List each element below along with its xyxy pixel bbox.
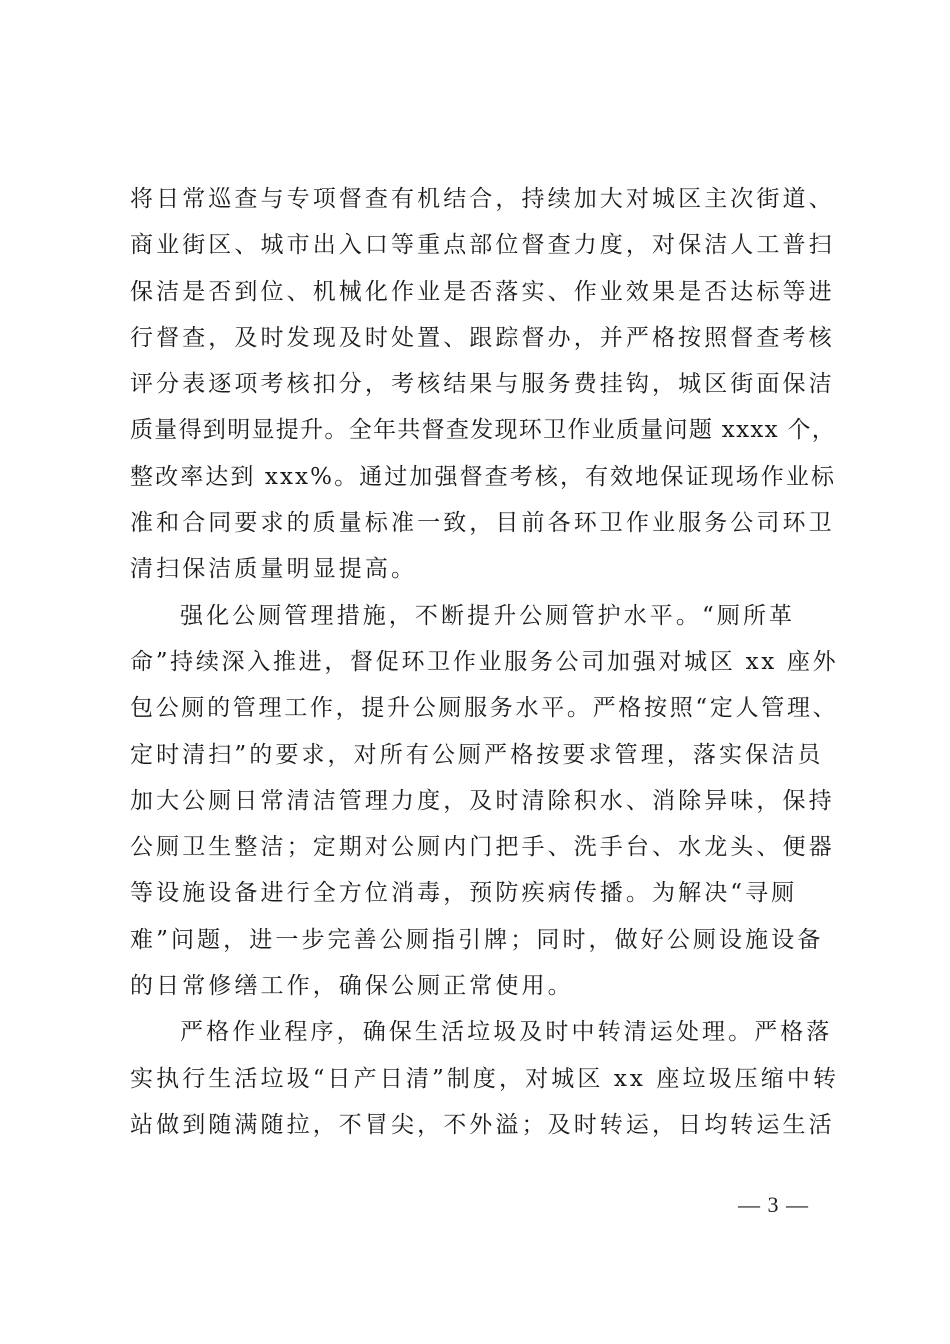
text-line: 实执行生活垃圾“日产日清”制度，对城区 xx 座垃圾压缩中转: [130, 1065, 840, 1092]
text-line: 准和合同要求的质量标准一致，目前各环卫作业服务公司环卫: [130, 510, 835, 537]
paragraph-2: [130, 593, 840, 1010]
text-line: 命”持续深入推进，督促环卫作业服务公司加强对城区 xx 座外: [130, 648, 839, 675]
text-line: 将日常巡查与专项督查有机结合，持续加大对城区主次街道、: [130, 186, 835, 212]
text-line: 的日常修缮工作，确保公厕正常使用。: [130, 973, 574, 1000]
text-line: 定时清扫”的要求，对所有公厕严格按要求管理，落实保洁员: [130, 741, 824, 768]
text-line: 保洁是否到位、机械化作业是否落实、作业效果是否达标等进: [130, 278, 835, 305]
text-line: 行督查，及时发现及时处置、跟踪督办，并严格按照督查考核: [130, 324, 835, 351]
page-number: — 3 —: [738, 1192, 809, 1217]
text-line: 等设施设备进行全方位消毒，预防疾病传播。为解决“寻厕: [130, 880, 798, 907]
document-body: [130, 176, 840, 1148]
text-line: 站做到随满随拉，不冒尖，不外溢；及时转运，日均转运生活: [130, 1111, 835, 1138]
text-line: 清扫保洁质量明显提高。: [130, 556, 418, 583]
paragraph-3: [130, 1009, 840, 1148]
text-line: 加大公厕日常清洁管理力度，及时清除积水、消除异味，保持: [130, 787, 835, 814]
paragraph-1: [130, 176, 840, 593]
text-line: 整改率达到 xxx%。通过加强督查考核，有效地保证现场作业标: [130, 463, 837, 490]
text-line: 强化公厕管理措施，不断提升公厕管护水平。“厕所革: [180, 602, 796, 629]
text-line: 质量得到明显提升。全年共督查发现环卫作业质量问题 xxxx 个，: [130, 417, 837, 444]
text-line: 包公厕的管理工作，提升公厕服务水平。严格按照“定人管理、: [130, 695, 839, 722]
text-line: 难”问题，进一步完善公厕指引牌；同时，做好公厕设施设备: [130, 926, 824, 953]
text-line: 严格作业程序，确保生活垃圾及时中转清运处理。严格落: [180, 1019, 833, 1046]
text-line: 评分表逐项考核扣分，考核结果与服务费挂钩，城区街面保洁: [130, 371, 835, 398]
text-line: 商业街区、城市出入口等重点部位督查力度，对保洁人工普扫: [130, 232, 835, 259]
text-line: 公厕卫生整洁；定期对公厕内门把手、洗手台、水龙头、便器: [130, 834, 835, 861]
